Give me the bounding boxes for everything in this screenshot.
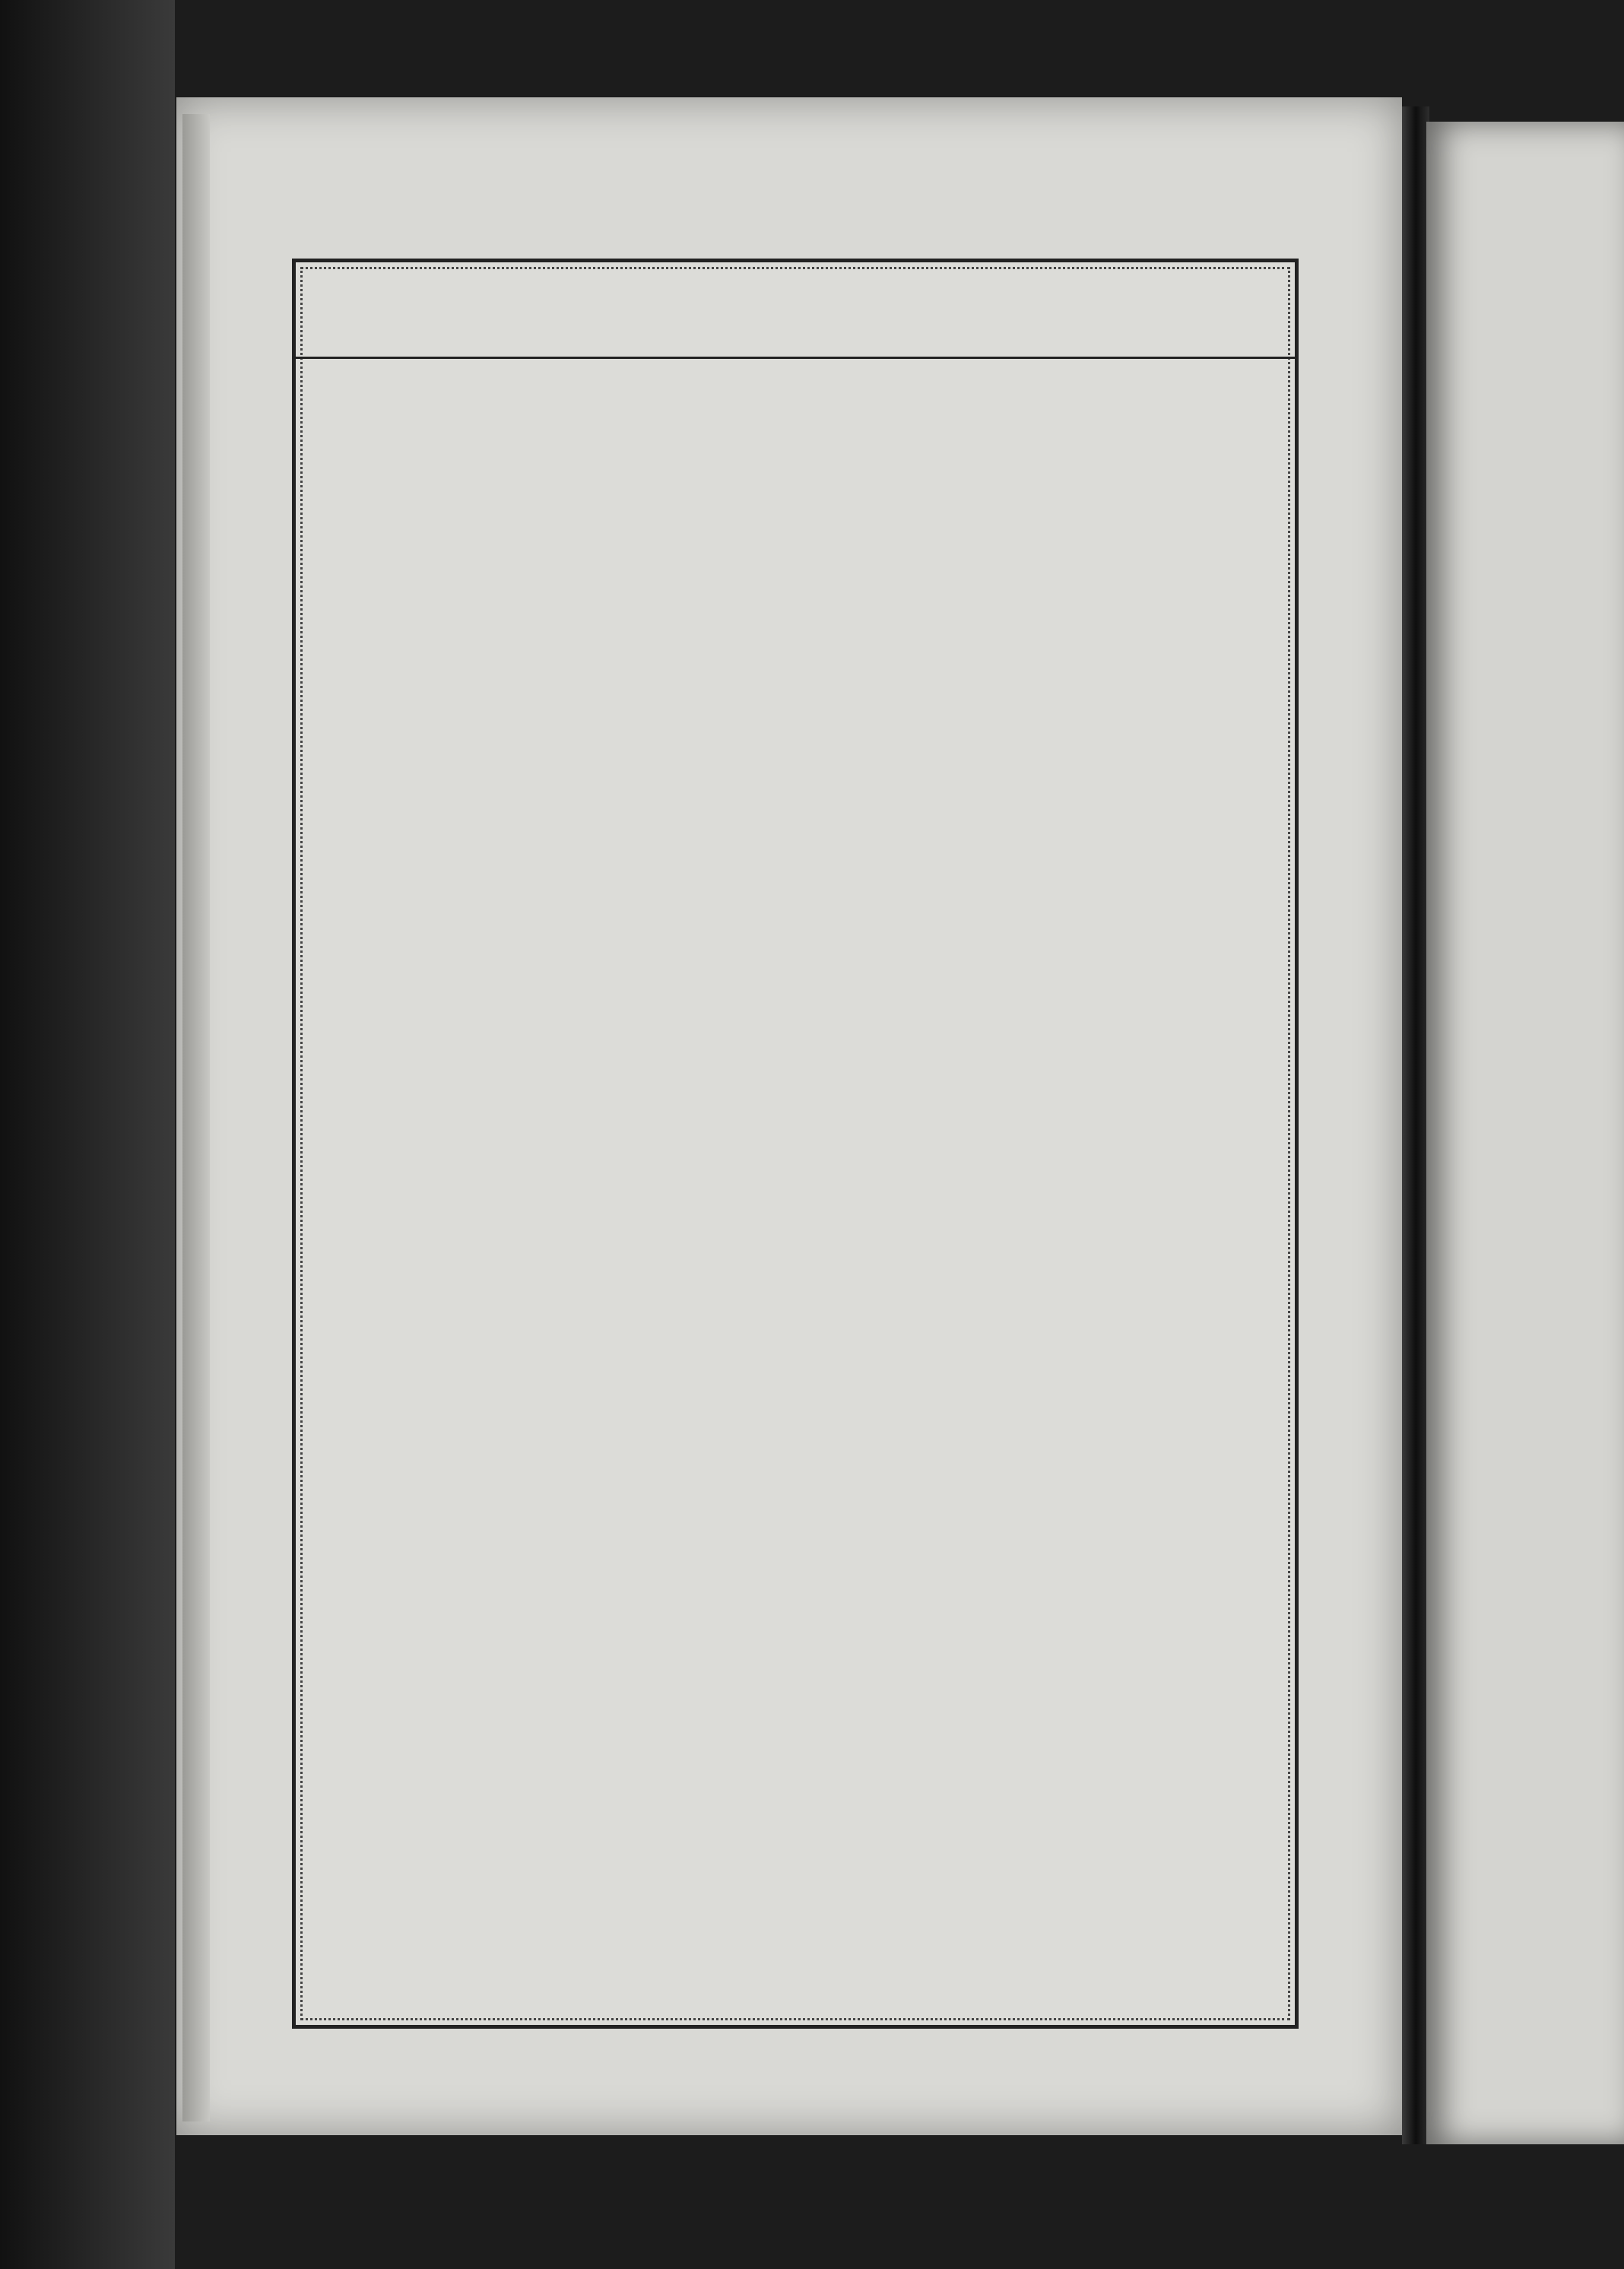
page-edge <box>182 114 210 2121</box>
calendar-frame <box>292 259 1299 2029</box>
scan-background-left <box>0 0 175 2269</box>
book-gutter <box>1402 106 1429 2144</box>
facing-page <box>1426 122 1624 2144</box>
divider <box>296 357 1295 359</box>
